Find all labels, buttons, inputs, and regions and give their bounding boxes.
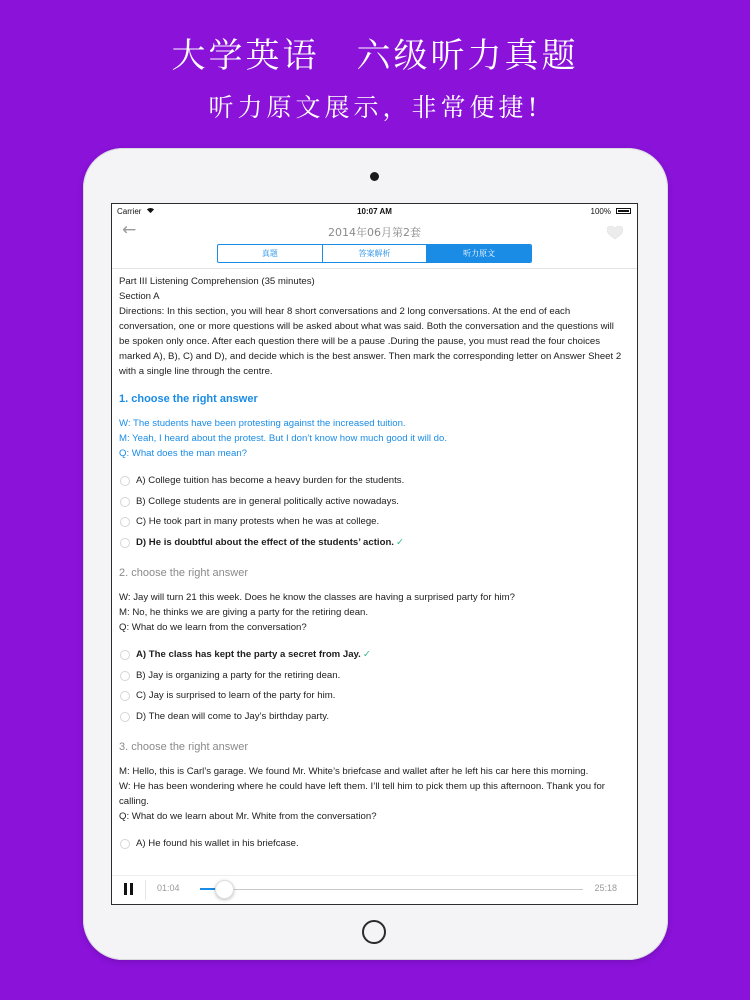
directions-text: Directions: In this section, you will hear 8 short conversations and 2 long conversations. At the end of each conversation, one or more questions will be asked about what was said. Both the conversation and the questions will be spoken only once. After each question there will be a pause .During the pause, you must read the four choices marked A), B), C) and D), and decide which is the best answer. Then mark the corresponding letter on Answer Sheet 2 with a single line through the centre. xyxy=(119,306,622,377)
nav-divider xyxy=(112,268,637,269)
audio-player xyxy=(112,875,637,904)
dialog-line: M: No, he thinks we are giving a party for the retiring dean. xyxy=(119,607,369,618)
tab-listening-transcript[interactable]: 听力原文 xyxy=(427,245,531,262)
ipad-device-frame xyxy=(83,148,668,960)
part-heading: Part III Listening Comprehension (35 minutes) xyxy=(119,276,315,287)
pause-icon[interactable] xyxy=(124,883,134,895)
option-text: D) The dean will come to Jay’s birthday party. xyxy=(136,710,330,722)
answer-option[interactable] xyxy=(119,471,624,492)
radio-button[interactable] xyxy=(120,538,130,548)
player-divider xyxy=(145,880,146,900)
option-text: A) The class has kept the party a secret from Jay. xyxy=(136,649,361,660)
transcript-content[interactable] xyxy=(119,274,624,870)
option-text: D) He is doubtful about the effect of the students’ action. xyxy=(136,536,394,548)
option-text: A) He found his wallet in his briefcase. xyxy=(136,838,299,849)
radio-button[interactable] xyxy=(120,691,130,701)
promo-title: 大学英语 六级听力真题 xyxy=(171,36,579,76)
check-icon: ✓ xyxy=(395,536,405,548)
app-screen xyxy=(111,203,638,905)
answer-option-correct[interactable] xyxy=(119,645,624,666)
dialog-block xyxy=(119,416,624,461)
dialog-line: W: He has been wondering where he could have left them. I’ll tell him to pick them up this afternoon. Thank you for calling. xyxy=(119,781,605,807)
promo-subtitle: 听力原文展示，非常便捷! xyxy=(208,93,542,122)
dialog-line: W: Jay will turn 21 this week. Does he know the classes are having a surprised party for him? xyxy=(119,592,516,603)
slider-thumb[interactable] xyxy=(215,880,234,899)
option-text: A) College tuition has become a heavy burden for the students. xyxy=(136,475,405,486)
carrier-label: Carrier xyxy=(117,207,142,216)
radio-button[interactable] xyxy=(120,712,130,722)
answer-option[interactable] xyxy=(119,512,624,533)
status-time: 10:07 AM xyxy=(357,207,392,216)
answer-option[interactable] xyxy=(119,834,624,855)
elapsed-time: 01:04 xyxy=(157,883,180,893)
option-text: B) Jay is organizing a party for the retiring dean. xyxy=(136,669,341,681)
answer-option[interactable] xyxy=(119,707,624,728)
question-title: 3. choose the right answer xyxy=(119,741,249,753)
back-arrow-icon[interactable]: ← xyxy=(122,220,137,240)
dialog-block xyxy=(119,764,624,824)
dialog-line: Q: What do we learn about Mr. White from the conversation? xyxy=(119,811,377,822)
home-button[interactable] xyxy=(362,920,386,944)
dialog-line: Q: What do we learn from the conversation? xyxy=(119,622,307,633)
radio-button[interactable] xyxy=(120,650,130,660)
tab-exam[interactable]: 真题 xyxy=(218,245,323,262)
option-text: B) College students are in general politically active nowadays. xyxy=(136,495,399,507)
answer-option[interactable] xyxy=(119,666,624,687)
heart-icon[interactable] xyxy=(607,226,623,240)
battery-label: 100% xyxy=(590,207,611,216)
dialog-block xyxy=(119,590,624,635)
answer-option[interactable] xyxy=(119,492,624,513)
section-heading: Section A xyxy=(119,291,160,302)
dialog-line: M: Yeah, I heard about the protest. But I don’t know how much good it will do. xyxy=(119,433,447,444)
dialog-line: Q: What does the man mean? xyxy=(119,448,247,459)
nav-bar xyxy=(112,219,637,243)
radio-button[interactable] xyxy=(120,476,130,486)
radio-button[interactable] xyxy=(120,839,130,849)
check-icon: ✓ xyxy=(362,649,371,660)
answer-option-correct[interactable] xyxy=(119,533,624,554)
answer-option[interactable] xyxy=(119,686,624,707)
tab-answer-analysis[interactable]: 答案解析 xyxy=(323,245,428,262)
progress-slider[interactable] xyxy=(200,889,583,890)
option-text: C) He took part in many protests when he was at college. xyxy=(136,516,380,527)
battery-icon xyxy=(616,208,631,214)
page-title: 2014年06月第2套 xyxy=(328,226,421,239)
question-title: 1. choose the right answer xyxy=(119,393,258,405)
status-bar xyxy=(112,204,637,219)
radio-button[interactable] xyxy=(120,497,130,507)
dialog-line: W: The students have been protesting against the increased tuition. xyxy=(119,418,406,429)
option-text: C) Jay is surprised to learn of the party for him. xyxy=(136,690,336,701)
camera-icon xyxy=(370,172,379,181)
dialog-line: M: Hello, this is Carl’s garage. We found Mr. White’s briefcase and wallet after he left his car here this morning. xyxy=(119,766,589,777)
total-duration: 25:18 xyxy=(594,883,617,893)
segmented-tabs xyxy=(217,244,532,263)
radio-button[interactable] xyxy=(120,671,130,681)
radio-button[interactable] xyxy=(120,517,130,527)
question-title: 2. choose the right answer xyxy=(119,567,249,579)
